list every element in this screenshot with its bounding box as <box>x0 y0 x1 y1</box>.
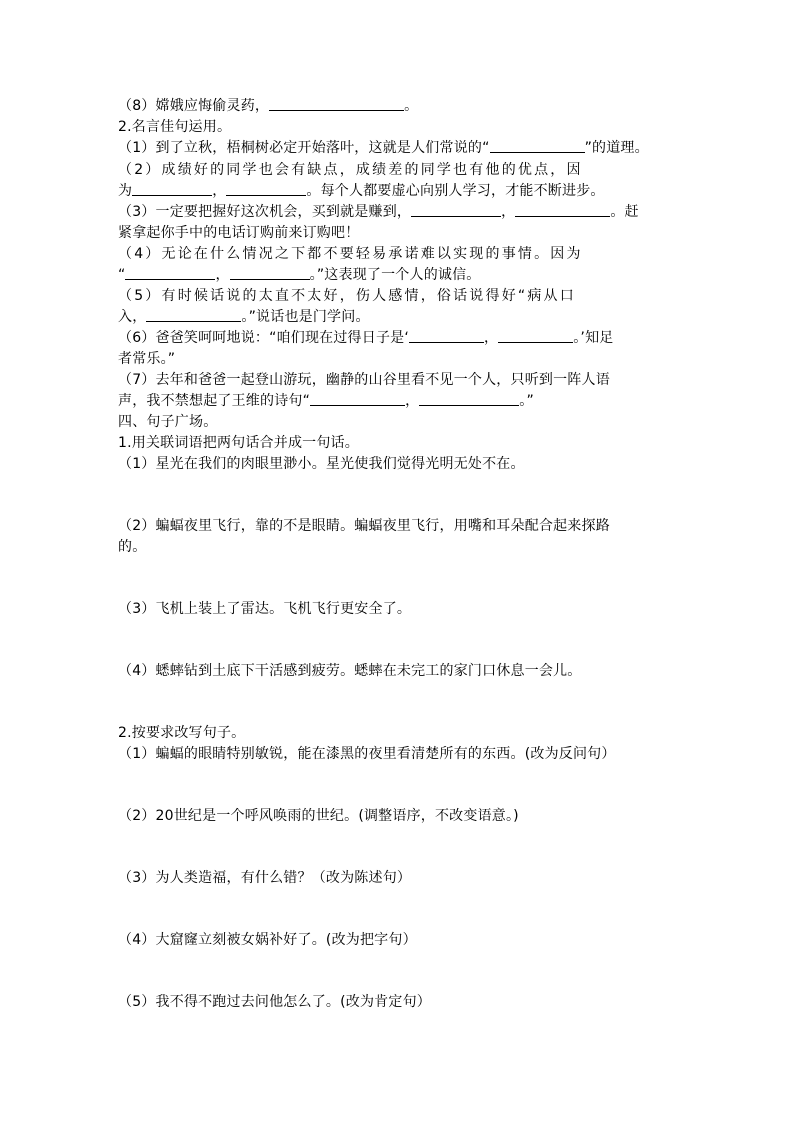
quote-q4-text-b2: ， <box>215 267 230 283</box>
section-4-2-title <box>118 723 678 743</box>
rewrite-q2 <box>118 806 678 826</box>
section-4-title-text: 四、句子广场。 <box>118 414 218 430</box>
rewrite-q2-text: （2）20世纪是一个呼风唤雨的世纪。(调整语序，不改变语意。) <box>118 808 519 824</box>
answer-blank[interactable] <box>411 202 501 217</box>
quote-q4-text-a: （4）无论在什么情况之下都不要轻易承诺难以实现的事情。因为 <box>118 246 583 262</box>
answer-blank[interactable] <box>498 328 573 343</box>
combine-q1 <box>118 454 678 474</box>
quote-q5-line2 <box>118 307 678 327</box>
combine-q4 <box>118 661 678 681</box>
quote-q6-line2 <box>118 349 678 369</box>
quote-q6-text-a2: ， <box>484 330 499 346</box>
quote-q1-text-a: （1）到了立秋，梧桐树必定开始落叶，这就是人们常说的“ <box>118 140 490 156</box>
quote-q6-text-b: 者常乐。” <box>118 351 176 367</box>
quote-q5-line1 <box>118 286 678 306</box>
answer-blank[interactable] <box>146 307 241 322</box>
quote-q5-text-a: （5）有时候话说的太直不太好，伤人感情，俗话说得好“病从口 <box>118 288 576 304</box>
combine-q2-text-b: 的。 <box>118 539 147 555</box>
quote-q6-line1 <box>118 328 678 348</box>
quote-q7-line1 <box>118 370 678 390</box>
quote-q7-text-b1: 声，我不禁想起了王维的诗句“ <box>118 393 311 409</box>
rewrite-q3 <box>118 868 678 888</box>
section-4-title <box>118 412 678 432</box>
answer-blank[interactable] <box>269 96 404 111</box>
quote-q4-line1 <box>118 244 678 264</box>
quote-q2-text-b3: 。每个人都要虚心向别人学习，才能不断进步。 <box>306 183 605 199</box>
quote-q4-line2 <box>118 265 678 285</box>
rewrite-q4 <box>118 930 678 950</box>
poem-line-8-text: （8）嫦娥应悔偷灵药， <box>118 98 270 114</box>
quote-q4-text-b1: “ <box>118 267 126 283</box>
rewrite-q1-text: （1）蝙蝠的眼睛特别敏锐，能在漆黑的夜里看清楚所有的东西。(改为反问句） <box>118 746 616 762</box>
quote-q1 <box>118 138 678 158</box>
quote-q3-line1 <box>118 202 678 222</box>
combine-q2-text-a: （2）蝙蝠夜里飞行，靠的不是眼睛。蝙蝠夜里飞行，用嘴和耳朵配合起来探路 <box>118 518 610 534</box>
section-2-title-text: 2.名言佳句运用。 <box>118 119 232 135</box>
quote-q7-text-b3: 。” <box>519 393 534 409</box>
quote-q6-text-a1: （6）爸爸笑呵呵地说：“咱们现在过得日子是‘ <box>118 330 410 346</box>
quote-q3-text-b: 紧拿起你手中的电话订购前来订购吧！ <box>118 225 360 241</box>
section-4-2-title-text: 2.按要求改写句子。 <box>118 725 246 741</box>
quote-q6-text-a3: 。’知足 <box>573 330 614 346</box>
combine-q3 <box>118 599 678 619</box>
combine-q2-line2 <box>118 537 678 557</box>
answer-blank[interactable] <box>125 265 215 280</box>
poem-line-8-end: 。 <box>404 98 419 114</box>
combine-q1-text: （1）星光在我们的肉眼里渺小。星光使我们觉得光明无处不在。 <box>118 456 525 472</box>
combine-q4-text: （4）蟋蟀钻到土底下干活感到疲劳。蟋蟀在未完工的家门口休息一会儿。 <box>118 663 582 679</box>
quote-q7-text-a: （7）去年和爸爸一起登山游玩，幽静的山谷里看不见一个人，只听到一阵人语 <box>118 372 610 388</box>
quote-q4-text-b3: 。”这表现了一个人的诚信。 <box>309 267 481 283</box>
quote-q3-line2 <box>118 223 678 243</box>
poem-line-8 <box>118 96 678 116</box>
answer-blank[interactable] <box>132 181 212 196</box>
answer-blank[interactable] <box>226 181 306 196</box>
combine-q3-text: （3）飞机上装上了雷达。飞机飞行更安全了。 <box>118 601 412 617</box>
quote-q3-text-a1: （3）一定要把握好这次机会，买到就是赚到， <box>118 204 412 220</box>
quote-q2-line2 <box>118 181 678 201</box>
quote-q2-text-a: （2）成绩好的同学也会有缺点，成绩差的同学也有他的优点，因 <box>118 162 583 178</box>
quote-q2-text-b2: ， <box>212 183 227 199</box>
answer-blank[interactable] <box>310 391 405 406</box>
rewrite-q5-text: （5）我不得不跑过去问他怎么了。(改为肯定句） <box>118 994 431 1010</box>
combine-q2-line1 <box>118 516 678 536</box>
quote-q3-text-a2: ， <box>501 204 516 220</box>
answer-blank[interactable] <box>419 391 519 406</box>
section-4-1-title <box>118 433 678 453</box>
section-4-1-title-text: 1.用关联词语把两句话合并成一句话。 <box>118 435 359 451</box>
section-2-title <box>118 117 678 137</box>
quote-q7-line2 <box>118 391 678 411</box>
quote-q5-text-b2: 。”说话也是门学问。 <box>241 309 370 325</box>
answer-blank[interactable] <box>515 202 610 217</box>
quote-q1-text-b: ”的道理。 <box>584 140 649 156</box>
rewrite-q5 <box>118 992 678 1012</box>
rewrite-q3-text: （3）为人类造福，有什么错？（改为陈述句） <box>118 870 412 886</box>
answer-blank[interactable] <box>409 328 484 343</box>
quote-q7-text-b2: ， <box>405 393 420 409</box>
answer-blank[interactable] <box>230 265 310 280</box>
answer-blank[interactable] <box>490 138 585 153</box>
rewrite-q4-text: （4）大窟窿立刻被女娲补好了。(改为把字句） <box>118 932 417 948</box>
quote-q5-text-b1: 入， <box>118 309 147 325</box>
quote-q2-text-b1: 为 <box>118 183 133 199</box>
rewrite-q1 <box>118 744 678 764</box>
quote-q2-line1 <box>118 160 678 180</box>
quote-q3-text-a3: 。赶 <box>610 204 639 220</box>
